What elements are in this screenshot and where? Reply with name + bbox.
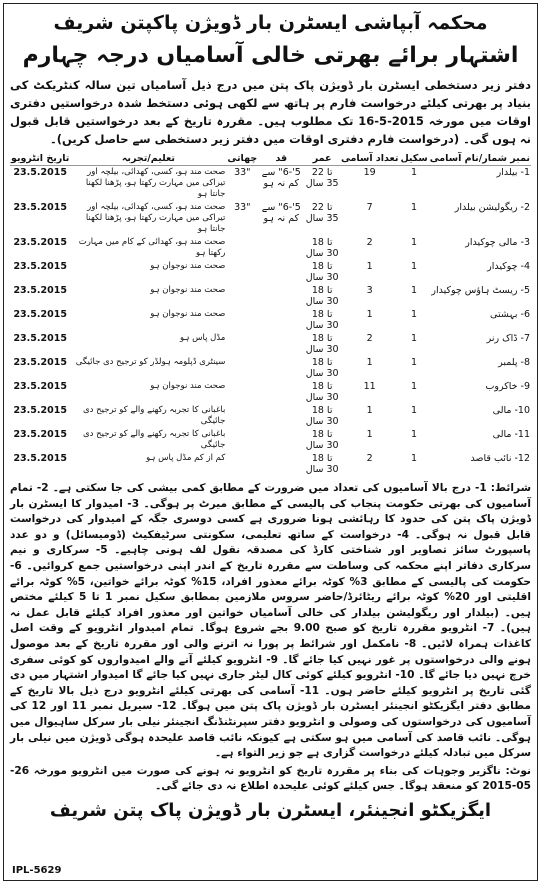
header-age: عمر [304,152,340,166]
advertisement-page [3,3,538,881]
height-req [258,356,304,380]
table-row [10,452,531,476]
post-count: 7 [366,202,373,213]
eligibility: صحت مند نوجوان ہو [150,381,226,391]
interview-date: 23.5.2015 [13,202,67,213]
height-req: 5'-6" سے کم نہ ہو [261,167,301,189]
scale-cell: 1 [411,357,418,368]
chest-req [226,428,258,452]
post-name: 8- پلمبر [498,357,530,368]
age-limit: 18 تا 30 سال [305,429,339,451]
signature-block: ایگزیکٹو انجینئر، ایسٹرن بار ڈویژن پاک پتن شریف [49,799,492,821]
scale-cell: 1 [411,381,418,392]
height-req [258,236,304,260]
age-limit: 18 تا 30 سال [305,357,339,379]
age-limit: 18 تا 30 سال [305,309,339,331]
interview-date: 23.5.2015 [13,453,67,464]
post-count: 3 [366,285,373,296]
post-count: 1 [366,357,373,368]
eligibility: کم از کم مڈل پاس ہو [146,453,226,463]
height-req [258,308,304,332]
interview-date: 23.5.2015 [13,237,67,248]
scale-cell: 1 [411,167,418,178]
note-paragraph: نوٹ: ناگزیر وجوہات کی بناء پر مقررہ تاریخ کو انٹرویو نہ ہونے کی صورت میں انٹرویو مورخہ 26-05-2015 کو منعقد ہوگا۔ جس کیلئے کوئی علیحدہ اطلاع نہ دی جائے گی۔ [10,764,531,793]
table-row [10,308,531,332]
age-limit: 18 تا 30 سال [305,261,339,283]
header-height: قد [258,152,304,166]
eligibility: باغبانی کا تجربہ رکھنے والے کو ترجیح دی جائیگی [83,405,226,426]
terms-conditions: شرائط: 1- درج بالا آسامیوں کی تعداد میں ضرورت کے مطابق کمی بیشی کی جا سکتی ہے۔ 2- تمام آسامیوں کی بھرتی حکومت پنجاب کی پالیسی کے مطابق میرٹ پر ہوگی۔ 3- امیدوار کا ایسٹرن بار ڈویژن پاک پتن کی حدود کا رہائشی ہونا ضروری ہے کسی دوسری جگہ کے امیدوار کی درخواست قابل قبول نہ ہوگی۔ 4- درخواست کے ساتھ تعلیمی، سکونتی سرٹیفکیٹ (ڈومیسائل) و دو عدد پاسپورٹ سائز تصاویر اور شناختی کارڈ کی مصدقہ نقول لف ہونی چاہیے۔ 5- سرکاری و نیم سرکاری دفاتر اپنے محکمہ کی وساطت سے مقررہ تاریخ کے اندر اپنی درخواستیں جمع کروائیں۔ 6- حکومت کی پالیسی کے مطابق 3% کوٹہ برائے معذور افراد، 15% کوٹہ برائے خواتین، 5% کوٹہ برائے اقلیتی اور 20% کوٹہ برائے ریٹائرڈ/حاضر سروس ملازمین بمطابق سکیل نمبر 1 تا 5 کیلئے مختص ہیں۔ (بیلدار اور ریگولیشن بیلدار کی خالی آسامیاں خواتین اور معذور افراد کیلئے قابل عمل نہ ہیں)۔ 7- انٹرویو مقررہ تاریخ کو صبح 9.00 بجے شروع ہوگا۔ تمام امیدوار انٹرویو کے وقت اصل کاغذات ہمراہ لائیں۔ 8- نامکمل اور شرائط پر پورا نہ اترنے والی اور مقررہ تاریخ کے بعد موصول ہونے والی درخواستوں پر غور نہیں کیا جائے گا۔ 9- انٹرویو کیلئے آنے والے امیدواروں کو کوئی سفری خرچ نہیں دیا جائے گا۔ 10- انٹرویو کیلئے کوئی کال لیٹر جاری نہیں کیا جائے گا امیدوار اشتہار میں دی گئی تاریخ پر انٹرویو کیلئے حاضر ہوں۔ 11- آسامی کی بھرتی کیلئے انٹرویو درج ذیل بالا تاریخ کے مطابق دفتر ایگزیکٹو انجینئر ایسٹرن بار ڈویژن پاک پتن میں ہوگا۔ 12- سیریل نمبر 11 اور 12 کی آسامیوں کی درخواستوں کی وصولی و انٹرویو دفتر سپرنٹنڈنگ انجینئر نیلی بار سرکل ساہیوال میں ہوگی۔ نائب قاصد کی آسامی میں ہو سکتی ہے کیونکہ نائب قاصد علیحدہ ہوگی ڈویژن میں نیلی بار سرکل میں تبادلہ کیلئے درخواست گزاری ہے جو زیر التواء ہے۔ [10,482,532,760]
height-req [258,284,304,308]
post-name: 4- چوکیدار [487,261,530,272]
header-chest: چھاتی [227,153,258,164]
height-req [258,260,304,284]
eligibility: باغبانی کا تجربہ رکھنے والے کو ترجیح دی جائیگی [83,429,226,450]
reference-number: IPL-5629 [12,865,62,876]
header-interview-date: تاریخ انٹرویو [11,153,70,164]
department-name: محکمہ آبپاشی ایسٹرن بار ڈویژن پاکپتن شریف [53,12,488,34]
height-req [258,380,304,404]
post-name: 9- خاکروب [485,381,530,392]
post-name: 3- مالی چوکیدار [465,237,530,248]
post-name: 6- بہشتی [490,309,530,320]
table-row [10,166,531,202]
interview-date: 23.5.2015 [13,429,67,440]
table-row [10,380,531,404]
height-req [258,452,304,476]
post-name: 11- مالی [492,429,530,440]
chest-req: 33" [234,202,251,213]
post-count: 19 [363,167,376,178]
age-limit: 18 تا 30 سال [305,285,339,307]
post-count: 1 [366,309,373,320]
interview-date: 23.5.2015 [13,381,67,392]
interview-date: 23.5.2015 [13,167,67,178]
chest-req [226,308,258,332]
height-req [258,404,304,428]
table-row [10,404,531,428]
age-limit: 18 تا 30 سال [305,333,339,355]
header-post: نمبر شمار/نام آسامی [429,153,530,164]
table-row [10,260,531,284]
age-limit: 18 تا 30 سال [305,405,339,427]
age-limit: 18 تا 30 سال [305,381,339,403]
age-limit: 22 تا 35 سال [305,202,339,224]
scale-cell: 1 [411,261,418,272]
eligibility: صحت مند ہو، کسی، کھدائی، بیلچہ اور تیراکی میں مہارت رکھتا ہو، پڑھنا لکھنا جانتا ہو [85,167,226,199]
post-count: 11 [363,381,376,392]
post-name: 12- نائب قاصد [470,453,530,464]
scale-cell: 1 [411,237,418,248]
chest-req: 33" [234,167,251,178]
chest-req [226,404,258,428]
table-row [10,201,531,236]
scale-cell: 1 [411,453,418,464]
scale-cell: 1 [411,429,418,440]
eligibility: صحت مند نوجوان ہو [150,285,226,295]
age-limit: 18 تا 30 سال [305,237,339,259]
post-name: 7- ڈاک رنر [486,333,530,344]
table-row [10,356,531,380]
scale-cell: 1 [411,285,418,296]
eligibility: صحت مند نوجوان ہو [150,309,226,319]
eligibility: مڈل پاس ہو [180,333,226,343]
post-count: 1 [366,405,373,416]
scale-cell: 1 [411,405,418,416]
header-eligibility: تعلیم/تجربہ [70,152,226,166]
eligibility: صحت مند نوجوان ہو [150,261,226,271]
chest-req [226,332,258,356]
intro-paragraph: دفتر زیر دستخطی ایسٹرن بار ڈویژن پاک پتن میں درج ذیل آسامیاں تین سالہ کنٹریکٹ کی بنیاد پر بھرتی کیلئے درخواست فارم پر ہاتھ سے لکھی ہوئی دستخط شدہ درخواستیں دفتری اوقات میں مورخہ 2015-5-16 تک مطلوب ہیں۔ مقررہ تاریخ کے بعد درخواستیں قابل قبول نہ ہوں گی۔ (درخواست فارم دفتری اوقات میں دفتر زیر دستخطی سے حاصل کریں)۔ [10,78,531,146]
interview-date: 23.5.2015 [13,285,67,296]
table-row [10,428,531,452]
post-count: 2 [366,333,373,344]
interview-date: 23.5.2015 [13,261,67,272]
advertisement-headline: اشتہار برائے بھرتی خالی آسامیاں درجہ چہارم [22,43,519,68]
chest-req [226,284,258,308]
vacancy-table-header [10,152,531,166]
scale-cell: 1 [411,333,418,344]
interview-date: 23.5.2015 [13,357,67,368]
post-count: 1 [366,261,373,272]
interview-date: 23.5.2015 [13,309,67,320]
post-count: 2 [366,453,373,464]
post-count: 1 [366,429,373,440]
table-row [10,332,531,356]
table-row [10,236,531,260]
vacancy-table [10,152,531,476]
chest-req [226,356,258,380]
scale-cell: 1 [411,309,418,320]
chest-req [226,380,258,404]
interview-date: 23.5.2015 [13,405,67,416]
height-req: 5'-6" سے کم نہ ہو [261,202,301,224]
eligibility: سینٹری ڈپلومہ ہولڈر کو ترجیح دی جائیگی [75,357,226,367]
header-count: تعداد آسامی [340,153,399,164]
post-name: 5- ریسٹ ہاؤس چوکیدار [431,285,530,296]
height-req [258,428,304,452]
header-scale: سکیل [400,153,428,164]
post-name: 10- مالی [492,405,530,416]
chest-req [226,260,258,284]
table-row [10,284,531,308]
age-limit: 18 تا 30 سال [305,453,339,475]
eligibility: صحت مند ہو، کسی، کھدائی، بیلچہ اور تیراکی میں مہارت رکھتا ہو، پڑھنا لکھنا جانتا ہو [85,202,226,234]
post-name: 1- بیلدار [496,167,530,178]
scale-cell: 1 [411,202,418,213]
age-limit: 22 تا 35 سال [305,167,339,189]
chest-req [226,236,258,260]
interview-date: 23.5.2015 [13,333,67,344]
chest-req [226,452,258,476]
height-req [258,332,304,356]
eligibility: صحت مند ہو، کھدائی کے کام میں مہارت رکھتا ہو [78,237,226,258]
post-name: 2- ریگولیشن بیلدار [454,202,530,213]
post-count: 2 [366,237,373,248]
